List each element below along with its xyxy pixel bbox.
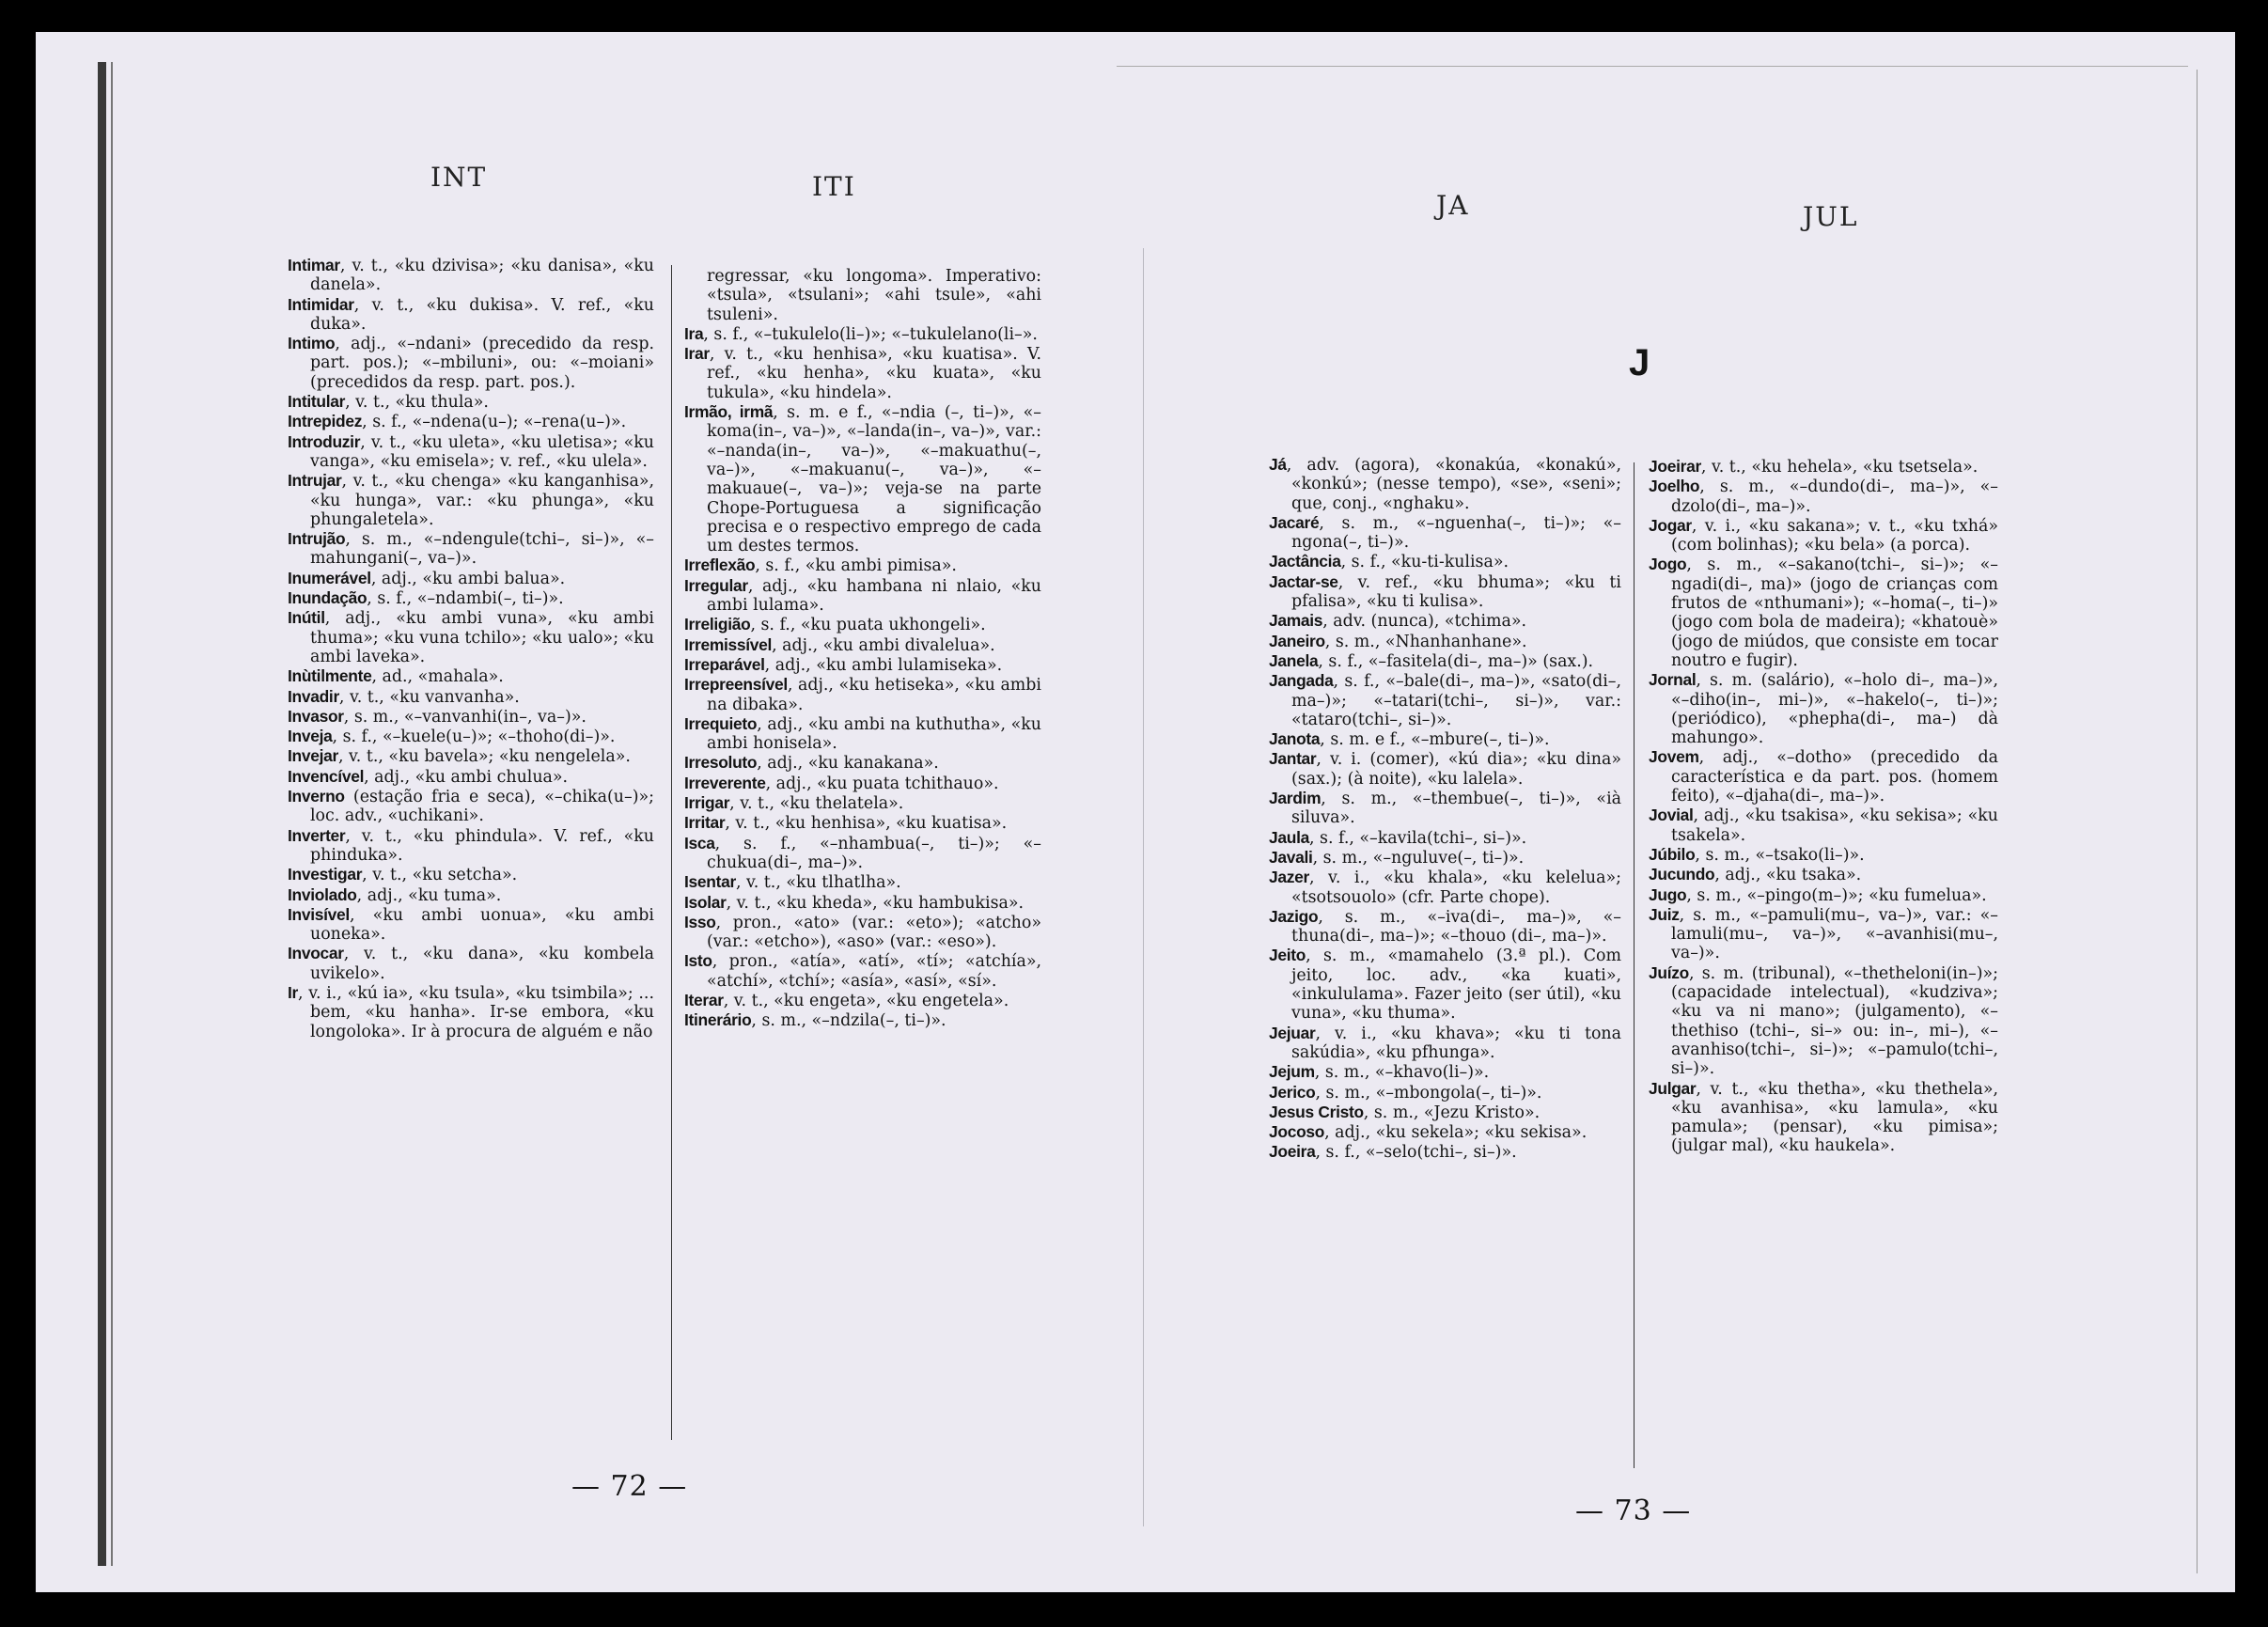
definition: , s. m., «–dundo(di–, ma–)», «–dzolo(di–, ma–)».	[1671, 477, 1998, 516]
headword: Jaula	[1269, 827, 1309, 847]
headword: Introduzir	[288, 431, 361, 451]
headword: Intitular	[288, 392, 346, 412]
headword: Javali	[1269, 847, 1313, 867]
headword: Jactância	[1269, 552, 1341, 571]
definition: , v. t., «ku dukisa». V. ref., «ku duka».	[310, 295, 654, 334]
dictionary-entry	[684, 872, 1041, 892]
headword: Jerico	[1269, 1082, 1316, 1102]
dictionary-entry	[288, 905, 654, 945]
dictionary-entry	[1649, 905, 1998, 963]
headword: Inútil	[288, 608, 325, 628]
definition: , s. m., «–sakano(tchi–, si–)»; «–ngadi(di–, ma)» (jogo de crianças com frutos de «nthumani»); «–homa(–, ti–)» (jogo com bola de madeira); «khatouè» (jogo de miúdos, que consiste em tocar noutro e fugir).	[1671, 555, 1998, 670]
running-head-left: JA	[1436, 190, 1470, 221]
headword: Jazigo	[1269, 906, 1319, 926]
definition: , s. f., «–bale(di–, ma–)», «sato(di–, ma–)»; «–tatari(tchi–, si–)», var.: «tataro(tchi–, si–)».	[1291, 672, 1621, 729]
dictionary-entry	[684, 555, 1041, 575]
headword: Intimidar	[288, 294, 354, 314]
dictionary-entry	[1269, 1142, 1621, 1162]
definition: , adj., «ku hetiseka», «ku ambi na dibaka».	[707, 676, 1041, 714]
definition: , adj., «–ndani» (precedido da resp. part. pos.); «–mbiluni», ou: «–moiani» (precedidos da resp. part. pos.).	[310, 335, 654, 392]
definition: , adv. (agora), «konakúa, «konakú», «konkú»; (nesse tempo), «se», «seni»; que, conj., «nghaku».	[1286, 456, 1621, 513]
headword: Irrigar	[684, 793, 730, 813]
headword: Isentar	[684, 872, 736, 892]
headword: Irremissível	[684, 634, 773, 654]
definition: , v. t., «ku tlhatlha».	[735, 873, 901, 893]
dictionary-entry	[288, 412, 654, 431]
definition: , s. m., «–ndengule(tchi–, si–)», «–mahungani(–, va–)».	[310, 530, 654, 569]
definition: , s. m., «mamahelo (3.ª pl.). Com jeito, loc. adv., «ka kuati», «inkululama». Fazer jeito (ser útil), «ku vuna», «ku thuma».	[1291, 946, 1621, 1024]
definition: , v. t., «ku vanvanha».	[338, 687, 520, 707]
definition: , s. m., «–vanvanhi(in–, va–)».	[343, 707, 587, 727]
headword: Inviolado	[288, 884, 357, 904]
headword: Invencível	[288, 766, 365, 786]
headword: Já	[1269, 455, 1287, 474]
dictionary-entry	[1649, 865, 1998, 884]
dictionary-entry	[1649, 555, 1998, 670]
headword: Jesus Cristo	[1269, 1102, 1364, 1121]
definition: , v. t., «ku uleta», «ku uletisa»; «ku vanga», «ku emisela»; v. ref., «ku ulela».	[310, 432, 654, 471]
definition: , s. m., «Nhanhanhane».	[1324, 632, 1527, 651]
page-73	[1135, 32, 2235, 1592]
dictionary-entry	[288, 569, 654, 588]
definition: , v. i. (comer), «kú dia»; «ku dina» (sax.); (à noite), «ku lalela».	[1291, 750, 1621, 789]
dictionary-entry	[1649, 1079, 1998, 1156]
headword: Janota	[1269, 729, 1321, 749]
dictionary-entry	[1649, 963, 1998, 1079]
dictionary-entry	[1649, 670, 1998, 747]
definition: , s. f., «ku-ti-kulisa».	[1340, 553, 1509, 572]
headword: Isolar	[684, 892, 727, 912]
dictionary-entry	[684, 344, 1041, 402]
dictionary-entry	[288, 295, 654, 335]
definition: , adj., «ku kanakana».	[757, 754, 939, 774]
definition: , v. t., «ku setcha».	[362, 866, 518, 885]
definition: , s. m., «–tsako(li–)».	[1695, 845, 1865, 865]
dictionary-entry	[684, 675, 1041, 714]
definition: , adj., «ku sekela»; «ku sekisa».	[1324, 1123, 1588, 1143]
headword: Jugo	[1649, 884, 1687, 904]
dictionary-entry	[288, 727, 654, 746]
definition: , v. t., «ku thula».	[345, 393, 489, 413]
headword: Jantar	[1269, 749, 1317, 769]
headword: Inverter	[288, 825, 346, 845]
dictionary-entry	[288, 707, 654, 727]
definition: (estação fria e seca), «–chika(u–)»; loc. adv., «uchikani».	[310, 788, 654, 826]
headword: Irrequieto	[684, 713, 758, 733]
headword: Joeira	[1269, 1142, 1316, 1162]
dictionary-entry	[684, 402, 1041, 555]
definition: , adj., «ku ambi chulua».	[364, 767, 569, 787]
definition: , pron., «atía», «atí», «tí»; «atchía», «atchí», «tchí»; «asía», «así», «sí».	[707, 952, 1041, 991]
dictionary-entry	[684, 576, 1041, 616]
dictionary-entry	[1269, 1062, 1621, 1082]
definition: , s. m., «–thembue(–, ti–)», «ià siluva».	[1291, 790, 1621, 828]
definition: , v. i., «ku sakana»; v. t., «ku txhá» (com bolinhas); «ku bela» (a porca).	[1671, 516, 1998, 555]
dictionary-entry	[288, 392, 654, 412]
definition: , v. t., «ku chenga» «ku kanganhisa», «ku hunga», var.: «ku phunga», «ku phungaletela».	[310, 472, 654, 529]
definition: , adj., «–dotho» (precedido da característica e da part. pos. (homem feito), «–djaha(di–, ma–)».	[1671, 748, 1998, 806]
headword: Jucundo	[1649, 865, 1715, 884]
headword: Jacaré	[1269, 512, 1320, 532]
headword: Invejar	[288, 746, 338, 766]
definition: , s. m., «–ndzila(–, ti–)».	[751, 1011, 946, 1031]
column-right-2	[1649, 457, 1998, 1156]
headword: Inùtilmente	[288, 666, 372, 686]
headword: Inveja	[288, 727, 333, 746]
dictionary-entry	[1269, 749, 1621, 789]
dictionary-entry	[1649, 806, 1998, 845]
headword: Jovem	[1649, 747, 1699, 767]
headword: Jornal	[1649, 670, 1697, 690]
dictionary-entry	[1269, 828, 1621, 848]
dictionary-entry	[684, 951, 1041, 991]
dictionary-entry	[1269, 789, 1621, 828]
headword: Isto	[684, 951, 712, 971]
dictionary-entry	[1269, 729, 1621, 749]
dictionary-entry	[1269, 632, 1621, 651]
definition: , adj., «ku ambi lulamiseka».	[764, 655, 1003, 675]
headword: Inundação	[288, 588, 368, 608]
headword: Julgar	[1649, 1078, 1697, 1098]
definition: , s. m. (salário), «–holo di–, ma–)», «–diho(in–, mi–)», «–hakelo(–, ti–)»; (periódico), «phepha(di–, ma–) dà mahungo».	[1671, 671, 1998, 748]
dictionary-entry	[684, 913, 1041, 952]
definition: , s. m., «–mbongola(–, ti–)».	[1315, 1083, 1542, 1103]
headword: Intimar	[288, 256, 340, 274]
headword: Jejuar	[1269, 1023, 1316, 1042]
definition: , s. f., «–tukulelo(li–)»; «–tukulelano(li–».	[703, 324, 1038, 344]
headword: Inverno	[288, 787, 345, 806]
definition: , s. f., «–selo(tchi–, si–)».	[1315, 1143, 1517, 1163]
definition: , v. i., «ku khava»; «ku ti tona sakúdia», «ku pfhunga».	[1291, 1024, 1621, 1062]
headword: Jovial	[1649, 806, 1694, 825]
definition: , s. f., «–kuele(u–)»; «–thoho(di–)».	[332, 727, 616, 747]
headword: Jeito	[1269, 946, 1306, 965]
definition: , adj., «ku ambi na kuthutha», «ku ambi honisela».	[707, 714, 1041, 754]
dictionary-entry	[684, 991, 1041, 1010]
dictionary-entry	[288, 746, 654, 766]
definition: , v. i., «ku khala», «ku kelelua»; «tsotsouolo» (cfr. Parte chope).	[1291, 868, 1621, 907]
definition: , s. f., «ku puata ukhongeli».	[750, 616, 986, 635]
headword: Jogo	[1649, 555, 1687, 574]
definition: , v. t., «ku thelatela».	[729, 794, 904, 814]
definition: , adj., «ku hambana ni nlaio, «ku ambi lulama».	[707, 576, 1041, 616]
page-number-72: — 72 —	[571, 1470, 688, 1503]
dictionary-entry	[288, 787, 654, 826]
dictionary-entry	[684, 615, 1041, 634]
definition: , v. t., «ku henhisa», «ku kuatisa». V. ref., «ku henha», «ku kuata», «ku tukula», «ku hindela».	[707, 345, 1041, 402]
dictionary-entry	[684, 774, 1041, 793]
dictionary-entry	[684, 813, 1041, 833]
headword: Investigar	[288, 865, 363, 884]
dictionary-entry	[288, 767, 654, 787]
dictionary-entry	[288, 865, 654, 884]
dictionary-entry	[1269, 671, 1621, 729]
definition: , s. m. e f., «–mbure(–, ti–)».	[1320, 730, 1550, 750]
definition: , v. t., «ku kheda», «ku hambukisa».	[726, 893, 1025, 913]
dictionary-entry	[684, 635, 1041, 655]
dictionary-entry	[684, 655, 1041, 675]
column-left-1	[288, 256, 654, 1041]
dictionary-entry	[1269, 552, 1621, 571]
definition: , s. f., «–fasitela(di–, ma–)» (sax.).	[1318, 651, 1594, 671]
dictionary-entry	[1269, 513, 1621, 553]
definition: , adj., «ku ambi divalelua».	[772, 635, 995, 655]
definition: , s. m., «–pamuli(mu–, va–)», var.: «–lamuli(mu–, va–)», «–avanhisi(mu–, va–)».	[1671, 905, 1998, 963]
headword: Joelho	[1649, 477, 1700, 496]
definition: , s. m., «–khavo(li–)».	[1314, 1063, 1490, 1083]
dictionary-entry	[288, 432, 654, 472]
definition: , adv. (nunca), «tchima».	[1322, 612, 1527, 632]
dictionary-entry	[684, 893, 1041, 913]
definition: , v. t., «ku bavela»; «ku nengelela».	[337, 747, 631, 767]
dictionary-entry	[684, 267, 1041, 324]
headword: Irmão, irmã	[684, 402, 774, 422]
dictionary-entry	[1269, 848, 1621, 868]
headword: Jangada	[1269, 671, 1334, 691]
headword: Irar	[684, 344, 710, 364]
column-left-2	[684, 267, 1041, 1031]
headword: Irreflexão	[684, 555, 756, 575]
definition: , s. f., «ku ambi pimisa».	[755, 556, 957, 576]
dictionary-entry	[1269, 907, 1621, 946]
dictionary-entry	[1269, 868, 1621, 907]
definition: , v. t., «ku engeta», «ku engetela».	[723, 991, 1009, 1010]
headword: Jocoso	[1269, 1122, 1325, 1142]
page-72	[36, 32, 1135, 1592]
column-rule	[1634, 462, 1635, 1468]
headword: Joeirar	[1649, 457, 1701, 476]
dictionary-entry	[288, 256, 654, 295]
dictionary-entry	[1269, 1122, 1621, 1142]
headword: Invadir	[288, 686, 339, 706]
definition: , s. f., «–kavila(tchi–, si–)».	[1308, 828, 1527, 848]
headword: Jardim	[1269, 789, 1322, 808]
definition: , v. t., «ku dzivisa»; «ku danisa», «ku danela».	[310, 257, 654, 295]
definition: , ad., «mahala».	[371, 667, 504, 687]
definition: , adj., «ku tsakisa», «ku sekisa»; «ku tsakela».	[1671, 806, 1998, 845]
dictionary-entry	[1649, 477, 1998, 516]
headword: Invocar	[288, 944, 344, 963]
definition: , s. m. e f., «–ndia (–, ti–)», «–koma(in–, va–)», «–landa(in–, va–)», var.: «–nanda(in–, va–)», «–makuathu(–, va–)», «–makuanu(–, va–)», «–makuaue(–, va–)»; veja-se na parte Chope-Portuguesa a significação precisa e o respectivo emprego de cada um destes termos.	[707, 403, 1041, 556]
definition: , s. m. (tribunal), «–thetheloni(in–)»; (capacidade intelectual), «kudziva»; «ku va ni mano»; (julgamento), «–thethiso (tchi–, si–» ou: in–, mi–), «–avanhiso(tchi–, si–)»; «–pamulo(tchi–, si–)».	[1671, 963, 1998, 1079]
dictionary-entry	[288, 471, 654, 529]
definition: , «ku ambi uonua», «ku ambi uoneka».	[310, 905, 654, 945]
headword: Ir	[288, 982, 298, 1002]
definition: , s. f., «–nhambua(–, ti–)»; «–chukua(di–, ma–)».	[707, 834, 1041, 872]
dictionary-entry	[684, 714, 1041, 754]
headword: Jejum	[1269, 1062, 1315, 1082]
definition: , v. t., «ku henhisa», «ku kuatisa».	[725, 814, 1008, 834]
dictionary-entry	[1269, 1024, 1621, 1063]
definition: , adj., «ku puata tchithauo».	[765, 774, 999, 793]
section-letter: J	[1629, 342, 1650, 383]
headword: Jogar	[1649, 515, 1692, 535]
headword: Irritar	[684, 813, 726, 833]
dictionary-entry	[1269, 1103, 1621, 1122]
running-head-left: INT	[430, 162, 488, 193]
definition: regressar, «ku longoma». Imperativo: «tsula», «tsulani»; «ahi tsule», «ahi tsuleni».	[707, 267, 1041, 324]
dictionary-entry	[288, 666, 654, 686]
dictionary-entry	[288, 944, 654, 983]
scanned-spread	[36, 32, 2235, 1592]
definition: , adj., «ku tuma».	[356, 885, 502, 905]
dictionary-entry	[684, 834, 1041, 873]
headword: Invisível	[288, 904, 350, 924]
headword: Juízo	[1649, 962, 1689, 982]
headword: Irrepreensível	[684, 675, 788, 695]
dictionary-entry	[288, 826, 654, 866]
definition: , v. t., «ku thetha», «ku thethela», «ku avanhisa», «ku lamula», «ku pamula»; (pensar), «ku pimisa»; (julgar mal), «ku haukela».	[1671, 1079, 1998, 1156]
headword: Intimo	[288, 334, 336, 353]
dictionary-entry	[684, 324, 1041, 344]
dictionary-entry	[288, 687, 654, 707]
definition: , v. t., «ku phindula». V. ref., «ku phinduka».	[310, 826, 654, 865]
running-head-right: JUL	[1803, 201, 1859, 232]
headword: Irreverente	[684, 773, 766, 792]
headword: Júbilo	[1649, 844, 1696, 864]
dictionary-entry	[1269, 651, 1621, 671]
column-right-1	[1269, 455, 1621, 1163]
margin-guide	[1143, 248, 1144, 1526]
dictionary-entry	[288, 334, 654, 392]
headword: Irreparável	[684, 654, 765, 674]
headword: Intrujar	[288, 471, 342, 491]
dictionary-entry	[1269, 1083, 1621, 1103]
dictionary-entry	[1269, 572, 1621, 612]
definition: , adj., «ku ambi balua».	[370, 569, 566, 588]
running-head-right: ITI	[812, 171, 856, 202]
dictionary-entry	[288, 885, 654, 905]
headword: Jazer	[1269, 868, 1309, 887]
headword: Isca	[684, 833, 715, 853]
dictionary-entry	[1649, 885, 1998, 905]
dictionary-entry	[1269, 611, 1621, 631]
dictionary-entry	[1269, 946, 1621, 1023]
dictionary-entry	[1269, 455, 1621, 513]
headword: Ira	[684, 323, 704, 343]
definition: , s. m., «–pingo(m–)»; «ku fumelua».	[1686, 885, 1987, 905]
definition: , s. f., «–ndambi(–, ti–)».	[367, 589, 564, 609]
column-rule	[671, 265, 672, 1440]
page-number-73: — 73 —	[1575, 1494, 1692, 1527]
dictionary-entry	[1649, 845, 1998, 865]
dictionary-entry	[288, 983, 654, 1041]
dictionary-entry	[1649, 516, 1998, 555]
headword: Iterar	[684, 990, 724, 1009]
definition: , pron., «ato» (var.: «eto»); «atcho» (var.: «etcho»), «aso» (var.: «eso»).	[707, 913, 1041, 952]
headword: Jamais	[1269, 611, 1323, 631]
dictionary-entry	[288, 608, 654, 666]
headword: Intrepidez	[288, 412, 363, 431]
definition: , v. ref., «ku bhuma»; «ku ti pfalisa», «ku ti kulisa».	[1291, 572, 1621, 612]
definition: , s. f., «–ndena(u–); «–rena(u–)».	[362, 413, 627, 432]
dictionary-entry	[684, 793, 1041, 813]
headword: Irresoluto	[684, 753, 758, 773]
definition: , s. m., «–nguenha(–, ti–)»; «–ngona(–, ti–)».	[1291, 513, 1621, 553]
dictionary-entry	[684, 753, 1041, 773]
dictionary-entry	[684, 1010, 1041, 1030]
headword: Intrujão	[288, 529, 346, 549]
definition: , s. m., «Jezu Kristo».	[1363, 1103, 1541, 1122]
definition: , s. m., «–iva(di–, ma–)», «–thuna(di–, ma–)»; «–thouo (di–, ma–)».	[1291, 907, 1621, 946]
dictionary-entry	[288, 529, 654, 569]
headword: Janeiro	[1269, 631, 1325, 650]
headword: Juiz	[1649, 904, 1680, 924]
headword: Isso	[684, 912, 716, 931]
definition: , v. t., «ku dana», «ku kombela uvikelo».	[310, 945, 654, 983]
definition: , v. t., «ku hehela», «ku tsetsela».	[1700, 458, 1979, 477]
dictionary-entry	[1649, 747, 1998, 806]
headword: Invasor	[288, 706, 344, 726]
headword: Irreligião	[684, 615, 751, 634]
definition: , adj., «ku tsaka».	[1714, 866, 1862, 885]
definition: , v. i., «kú ia», «ku tsula», «ku tsimbila»; ... bem, «ku hanha». Ir-se embora, «ku longoloka». Ir à procura de alguém e não	[298, 983, 654, 1041]
headword: Inumerável	[288, 568, 371, 587]
headword: Jactar-se	[1269, 571, 1338, 591]
dictionary-entry	[1649, 457, 1998, 477]
headword: Janela	[1269, 650, 1319, 670]
definition: , adj., «ku ambi vuna», «ku ambi thuma»; «ku vuna tchilo»; «ku ualo»; «ku ambi laveka».	[310, 609, 654, 666]
dictionary-entry	[288, 588, 654, 608]
headword: Itinerário	[684, 1010, 752, 1030]
definition: , s. m., «–nguluve(–, ti–)».	[1312, 848, 1525, 868]
headword: Irregular	[684, 575, 748, 595]
